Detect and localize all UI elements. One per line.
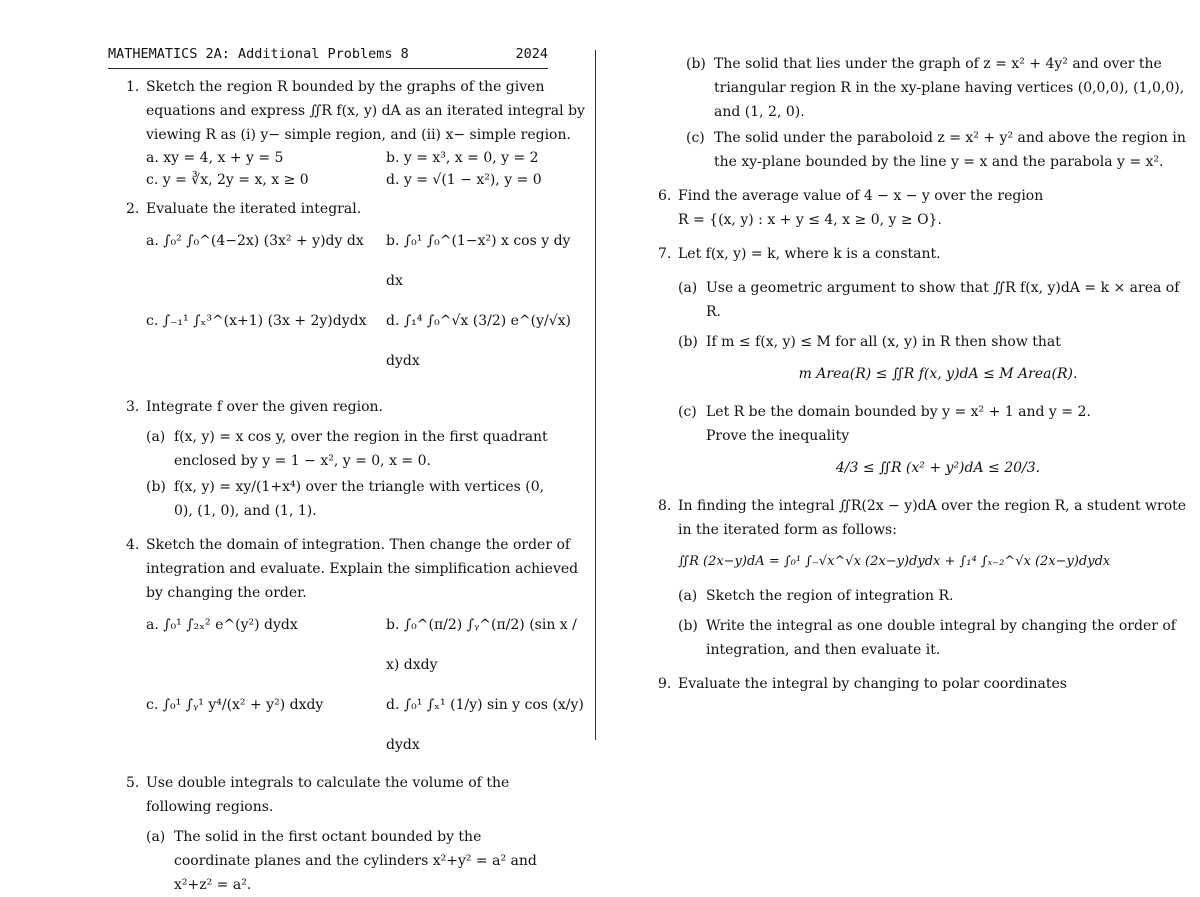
header-title: MATHEMATICS 2A: Additional Problems 8 (108, 46, 409, 62)
problem-3 (108, 395, 548, 523)
sub-text: Write the integral as one double integral by changing the order of integration, and then evaluate it. (706, 618, 1176, 658)
problem-9 (658, 672, 1198, 696)
item-c: c. ∫₀¹ ∫ᵧ¹ y⁴/(x² + y²) dxdy (146, 697, 324, 713)
problem-text: Evaluate the integral by changing to polar coordinates (678, 676, 1067, 692)
problem-number: 9. (658, 676, 672, 692)
sub-b (678, 614, 1198, 662)
sub-c (678, 400, 1198, 448)
problem-text: Sketch the domain of integration. Then change the order of integration and evaluate. Explain the simplification achieved by changing the order. (146, 537, 579, 601)
problem-text: Evaluate the iterated integral. (146, 201, 362, 217)
page-header (108, 46, 548, 69)
sub-c (686, 126, 1198, 174)
sub-text: f(x, y) = x cos y, over the region in the first quadrant enclosed by y = 1 − x², y = 0, x = 0. (174, 429, 548, 469)
sub-label: (a) (678, 280, 698, 296)
problem-text: Let f(x, y) = k, where k is a constant. (678, 246, 941, 262)
sub-text: The solid under the paraboloid z = x² + y² and above the region in the xy-plane bounded by the line y = x and the parabola y = x². (714, 130, 1186, 170)
item-b: b. y = x³, x = 0, y = 2 (386, 150, 539, 166)
sub-text: The solid in the first octant bounded by the coordinate planes and the cylinders x²+y² = a² and x²+z² = a². (174, 829, 537, 893)
sub-label: (b) (678, 334, 698, 350)
sub-a (146, 825, 548, 897)
item-b: b. ∫₀^(π/2) ∫ᵧ^(π/2) (sin x / x) dxdy (386, 617, 577, 673)
problem-number: 8. (658, 498, 672, 514)
problem-number: 5. (126, 775, 140, 791)
sub-label: (c) (678, 404, 697, 420)
sub-text: f(x, y) = xy/(1+x⁴) over the triangle with vertices (0, 0), (1, 0), and (1, 1). (174, 479, 545, 519)
problem-number: 4. (126, 537, 140, 553)
sub-text: Use a geometric argument to show that ∬R f(x, y)dA = k × area of R. (706, 280, 1180, 320)
sub-a (146, 425, 548, 473)
sub-items (146, 147, 586, 191)
sub-label: (c) (686, 130, 705, 146)
sub-text: Sketch the region of integration R. (706, 588, 954, 604)
sub-b (146, 475, 548, 523)
sub-text: If m ≤ f(x, y) ≤ M for all (x, y) in R then show that (706, 334, 1061, 350)
inequality-b: m Area(R) ≤ ∬R f(x, y)dA ≤ M Area(R). (798, 366, 1078, 382)
sub-b (678, 330, 1198, 354)
column-divider (595, 50, 596, 740)
left-column (108, 46, 585, 897)
problem-text: Use double integrals to calculate the volume of the following regions. (146, 775, 510, 815)
item-c: c. ∫₋₁¹ ∫ₓ³^(x+1) (3x + 2y)dydx (146, 313, 367, 329)
problem-text: Find the average value of 4 − x − y over the region (678, 188, 1044, 204)
item-a: a. ∫₀¹ ∫₂ₓ² e^(y²) dydx (146, 617, 298, 633)
sub-a (678, 276, 1198, 324)
item-a: a. xy = 4, x + y = 5 (146, 150, 284, 166)
problem-8 (658, 494, 1198, 662)
sub-label: (a) (146, 429, 166, 445)
sub-text: The solid that lies under the graph of z = x² + 4y² and over the triangular region R in the xy-plane having vertices (0,0,0), (1,0,0), and (1, 2, 0). (714, 56, 1185, 120)
sub-b (686, 52, 1198, 124)
problem-text: Integrate f over the given region. (146, 399, 384, 415)
sub-label: (b) (686, 56, 706, 72)
problem-number: 3. (126, 399, 140, 415)
item-a: a. ∫₀² ∫₀^(4−2x) (3x² + y)dy dx (146, 233, 364, 249)
sub-items (146, 605, 586, 765)
problem-1 (108, 75, 585, 191)
sub-label: (a) (678, 588, 698, 604)
sub-label: (a) (146, 829, 166, 845)
inequality-c: 4/3 ≤ ∬R (x² + y²)dA ≤ 20/3. (835, 460, 1041, 476)
item-d: d. y = √(1 − x²), y = 0 (386, 172, 542, 188)
problem-5 (108, 771, 548, 897)
problem-text: Sketch the region R bounded by the graphs of the given equations and express ∬R f(x, y) dA as an iterated integral by viewing R as (i) y− simple region, and (ii) x− simple region. (146, 79, 585, 143)
sub-text-2: Prove the inequality (706, 428, 850, 444)
problem-number: 1. (126, 79, 140, 95)
region-definition: R = {(x, y) : x + y ≤ 4, x ≥ 0, y ≥ O}. (678, 212, 942, 228)
sub-a (678, 584, 1198, 608)
student-integral: ∬R (2x−y)dA = ∫₀¹ ∫₋√x^√x (2x−y)dydx + ∫₁⁴ ∫ₓ₋₂^√x (2x−y)dydx (678, 554, 1111, 569)
item-d: d. ∫₀¹ ∫ₓ¹ (1/y) sin y cos (x/y) dydx (386, 697, 584, 753)
sub-text: Let R be the domain bounded by y = x² + 1 and y = 2. (706, 404, 1091, 420)
problem-number: 2. (126, 201, 140, 217)
problem-6 (658, 184, 1198, 232)
problem-2 (108, 197, 572, 381)
problem-4 (108, 533, 584, 765)
right-column (658, 50, 1198, 696)
problem-7 (658, 242, 1198, 488)
item-d: d. ∫₁⁴ ∫₀^√x (3/2) e^(y/√x) dydx (386, 313, 572, 369)
problem-number: 6. (658, 188, 672, 204)
item-c: c. y = ∛x, 2y = x, x ≥ 0 (146, 172, 309, 188)
problem-text: In finding the integral ∬R(2x − y)dA over the region R, a student wrote in the iterated form as follows: (678, 498, 1187, 538)
problem-number: 7. (658, 246, 672, 262)
sub-items (146, 221, 586, 381)
sub-label: (b) (146, 479, 166, 495)
sub-label: (b) (678, 618, 698, 634)
item-b: b. ∫₀¹ ∫₀^(1−x²) x cos y dy dx (386, 233, 571, 289)
header-year: 2024 (515, 46, 548, 62)
